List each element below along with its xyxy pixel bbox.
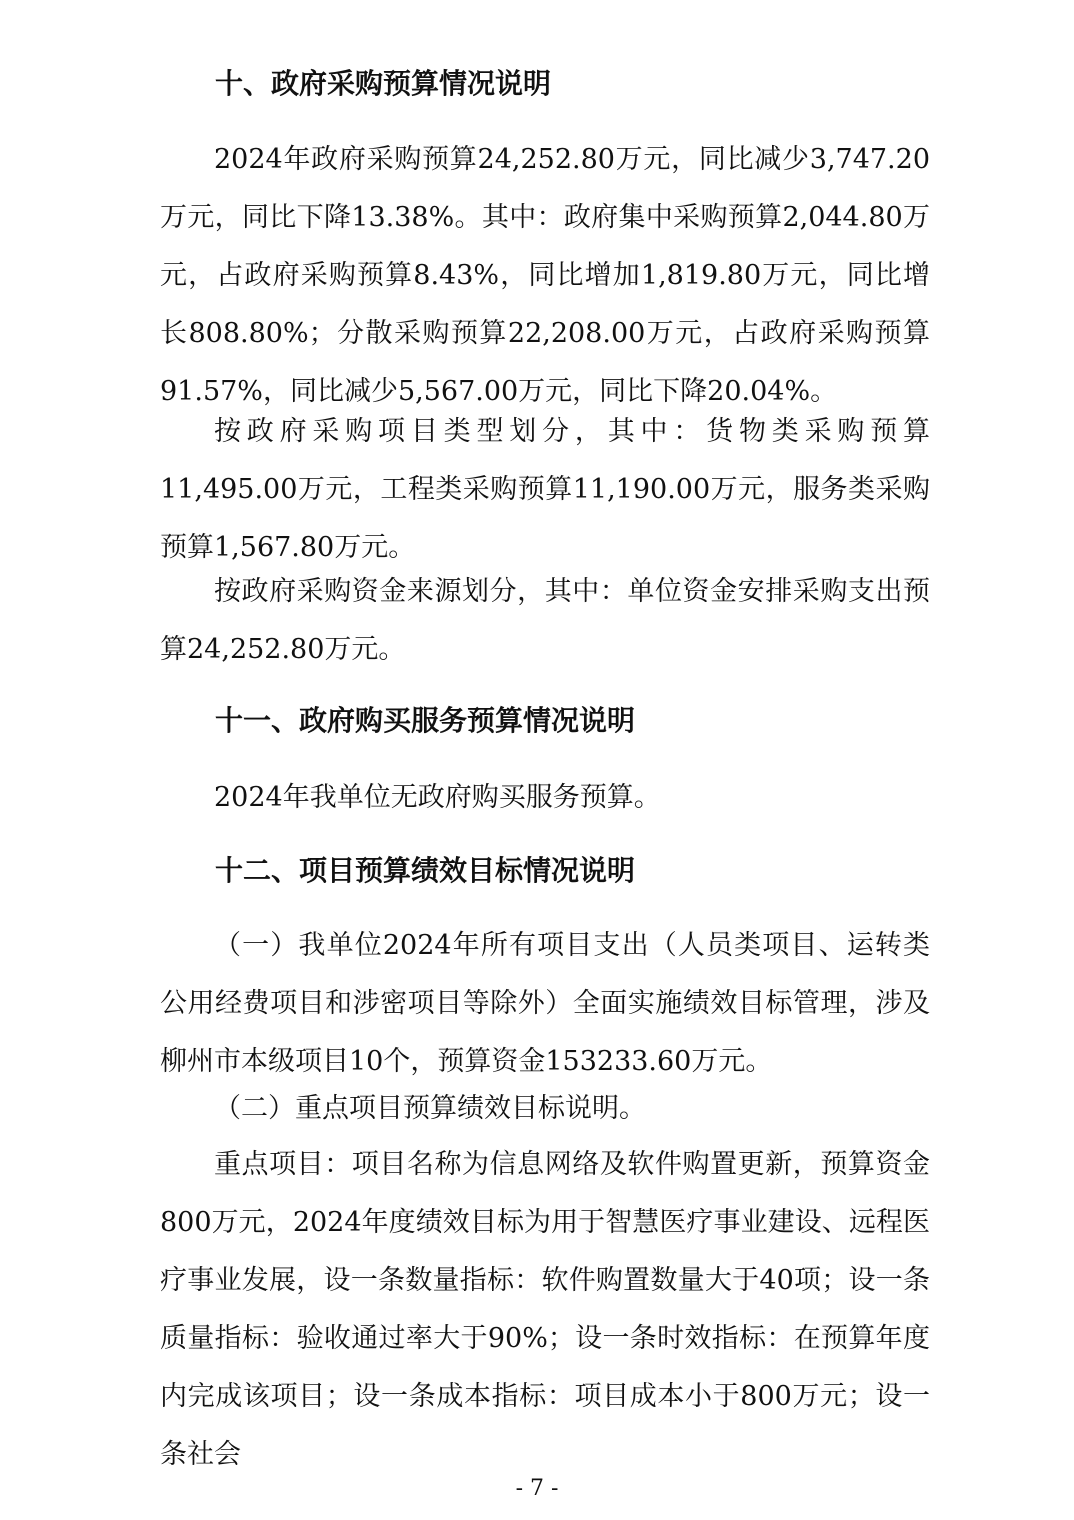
section-12-paragraph-1: （一）我单位2024年所有项目支出（人员类项目、运转类公用经费项目和涉密项目等除外）全面实施绩效目标管理，涉及柳州市本级项目10个，预算资金153233.60万元。 [160,930,930,1077]
section-12-paragraph-3: 重点项目：项目名称为信息网络及软件购置更新，预算资金800万元，2024年度绩效目标为用于智慧医疗事业建设、远程医疗事业发展，设一条数量指标：软件购置数量大于40项；设一条质量指标：验收通过率大于90%；设一条时效指标：在预算年度内完成该项目；设一条成本指标：项目成本小于800万元；设一条社会 [160,1149,930,1470]
page-number: - 7 - [515,1476,559,1501]
section-10-heading: 十、政府采购预算情况说明 [215,67,552,100]
section-11-paragraph-1: 2024年我单位无政府购买服务预算。 [214,782,661,813]
section-11-heading: 十一、政府购买服务预算情况说明 [215,704,636,737]
section-12-heading: 十二、项目预算绩效目标情况说明 [215,854,636,887]
section-10-paragraph-3: 按政府采购资金来源划分，其中：单位资金安排采购支出预算24,252.80万元。 [160,576,930,665]
section-12-paragraph-2: （二）重点项目预算绩效目标说明。 [214,1093,646,1124]
section-10-paragraph-2: 按政府采购项目类型划分，其中：货物类采购预算11,495.00万元，工程类采购预算11,190.00万元，服务类采购预算1,567.80万元。 [160,416,930,563]
section-10-paragraph-1: 2024年政府采购预算24,252.80万元，同比减少3,747.20万元，同比下降13.38%。其中：政府集中采购预算2,044.80万元，占政府采购预算8.43%，同比增加1,819.80万元，同比增长808.80%；分散采购预算22,208.00万元，占政府采购预算91.57%，同比减少5,567.00万元，同比下降20.04%。 [160,144,930,407]
